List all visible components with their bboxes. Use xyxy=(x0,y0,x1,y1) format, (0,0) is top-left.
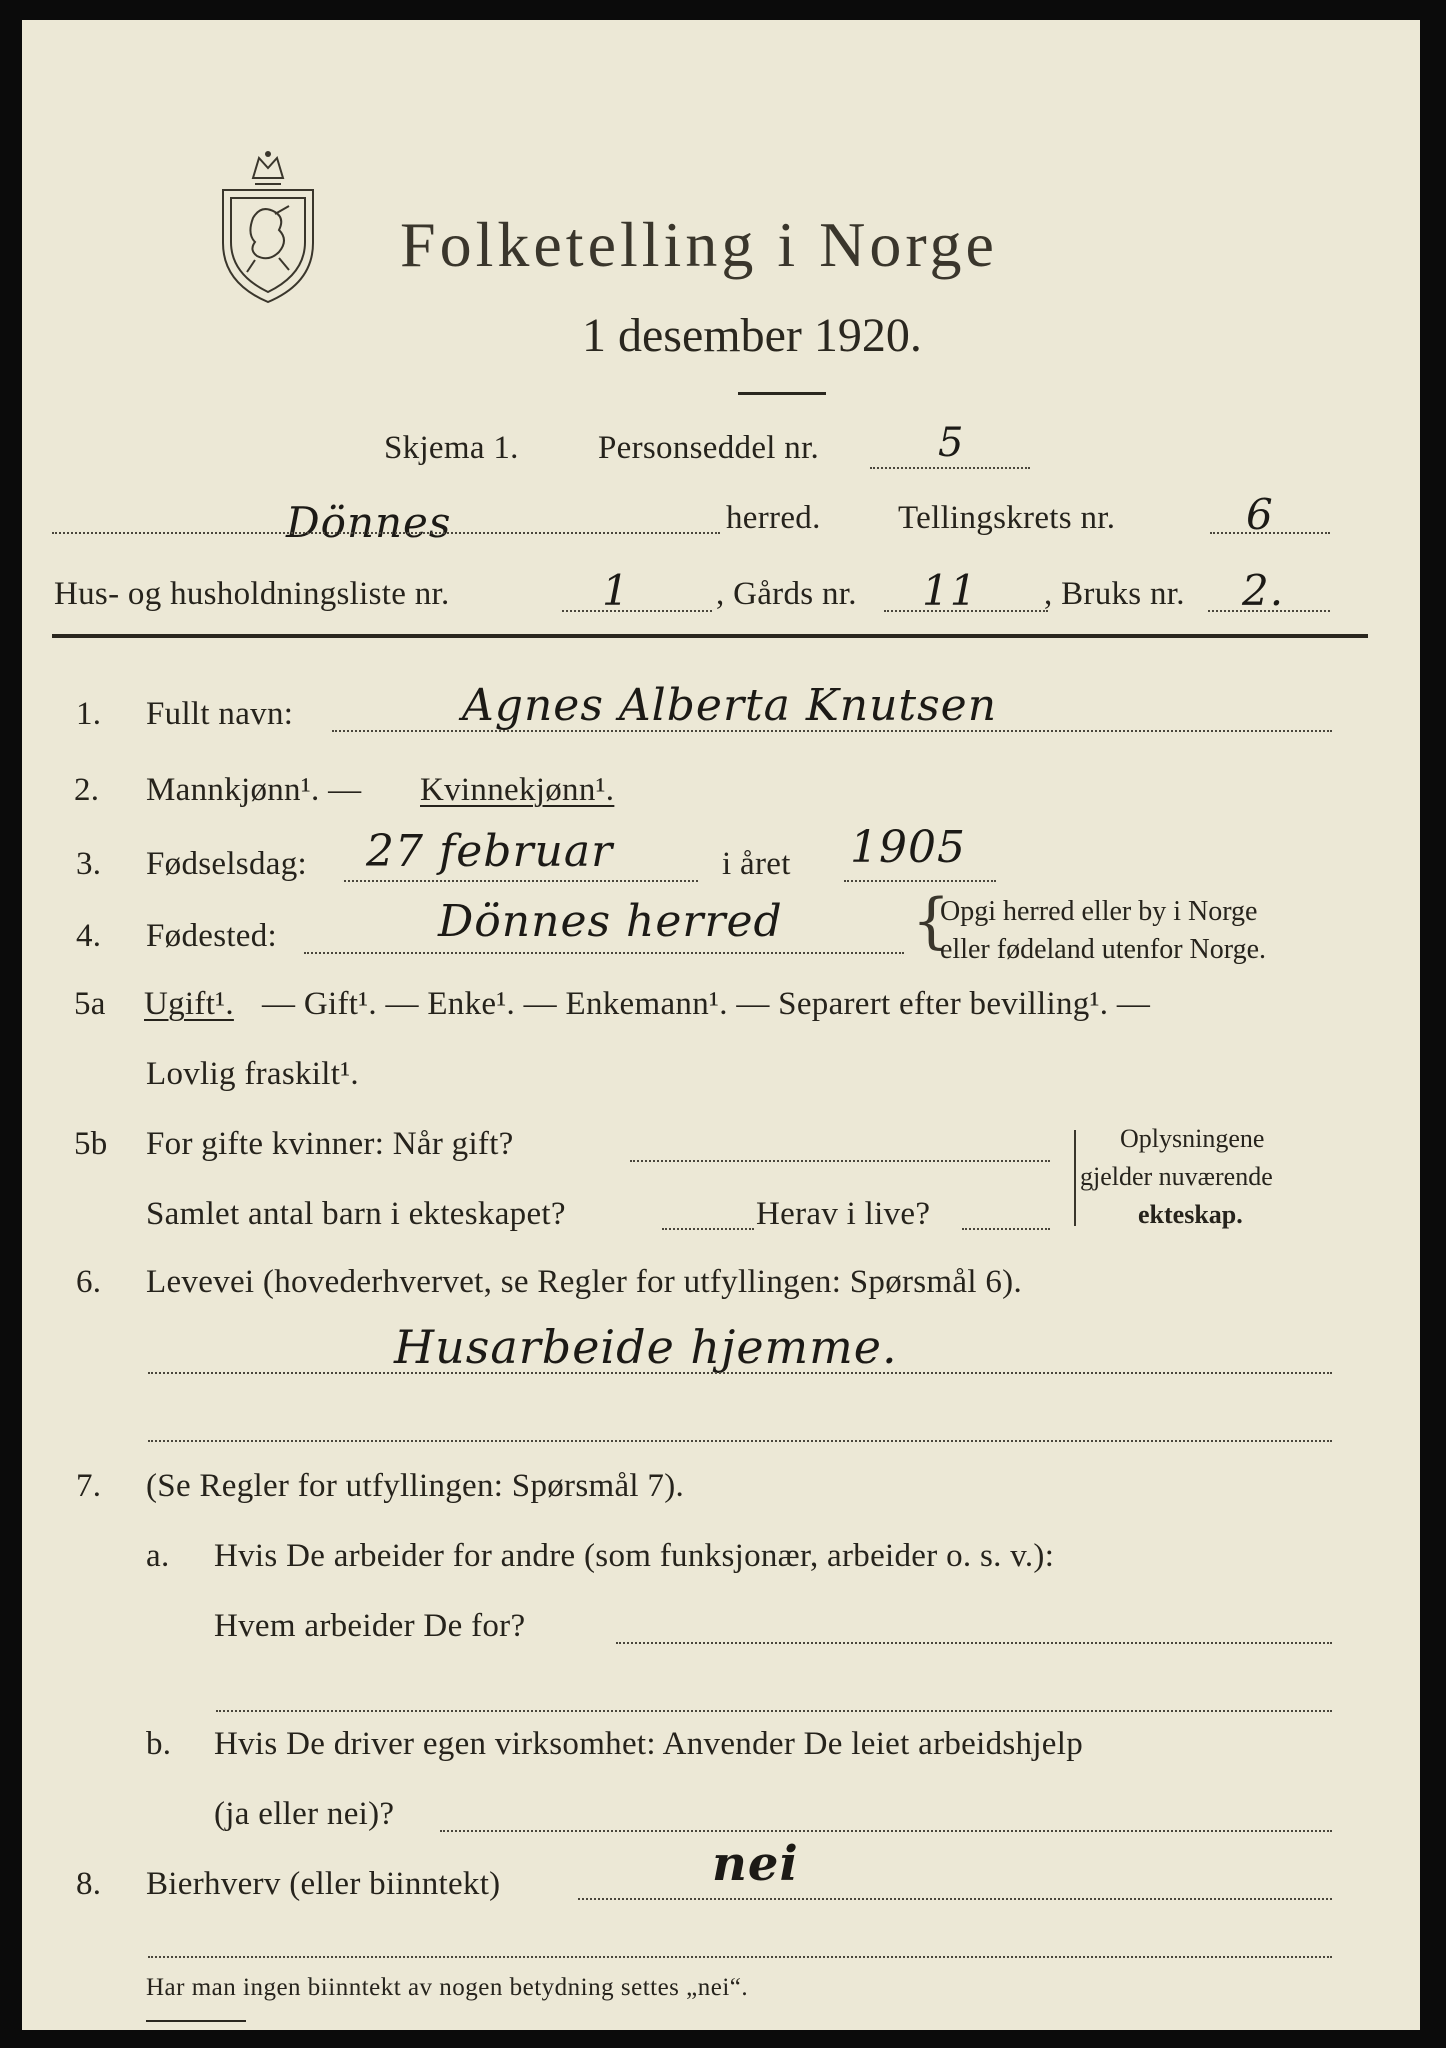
q7a-letter: a. xyxy=(146,1538,170,1574)
personseddel-line xyxy=(870,467,1030,469)
male-option: Mannkjønn¹. — xyxy=(146,772,362,808)
title-divider xyxy=(738,392,826,395)
q6-number: 6. xyxy=(76,1264,102,1300)
year-label: i året xyxy=(722,846,791,882)
q7a-label: Hvis De arbeider for andre (som funksjonær, arbeider o. s. v.): xyxy=(214,1538,1055,1574)
year-line xyxy=(844,880,996,882)
employer-line xyxy=(616,1642,1332,1644)
q5b-note-3: ekteskap. xyxy=(1138,1200,1243,1229)
hired-help-line xyxy=(440,1830,1332,1832)
q5a-number: 5a xyxy=(74,986,106,1022)
q5b-note-1: Oplysningene xyxy=(1120,1124,1265,1153)
section-rule xyxy=(52,634,1368,638)
full-name-value: Agnes Alberta Knutsen xyxy=(462,680,998,731)
q4-label: Fødested: xyxy=(146,918,278,954)
q3-number: 3. xyxy=(76,846,102,882)
q5b-brace-line xyxy=(1074,1130,1076,1226)
tellingskrets-value: 6 xyxy=(1246,490,1274,539)
employer-line-2 xyxy=(216,1710,1332,1712)
form-date: 1 desember 1920. xyxy=(582,309,922,362)
occupation-line-2 xyxy=(148,1440,1332,1442)
divorced-option: Lovlig fraskilt¹. xyxy=(146,1056,359,1092)
herred-value: Dönnes xyxy=(286,498,452,547)
occupation-value: Husarbeide hjemme. xyxy=(394,1320,898,1374)
birthday-value: 27 februar xyxy=(366,826,614,877)
children-line xyxy=(662,1228,754,1230)
side-income-line xyxy=(578,1898,1332,1900)
q8-number: 8. xyxy=(76,1866,102,1902)
personseddel-label: Personseddel nr. xyxy=(598,430,820,466)
q5b-label-children: Samlet antal barn i ekteskapet? xyxy=(146,1196,566,1232)
q7b-letter: b. xyxy=(146,1726,172,1762)
q1-label: Fullt navn: xyxy=(146,696,294,732)
birth-year-value: 1905 xyxy=(850,822,966,873)
skjema-label: Skjema 1. xyxy=(384,430,519,466)
q4-number: 4. xyxy=(76,918,102,954)
birthplace-value: Dönnes herred xyxy=(438,896,783,947)
unmarried-option: Ugift¹. xyxy=(144,986,234,1022)
hus-value: 1 xyxy=(602,566,630,615)
form-title: Folketelling i Norge xyxy=(400,209,998,280)
q7-label: (Se Regler for utfyllingen: Spørsmål 7). xyxy=(146,1468,685,1504)
hus-line xyxy=(562,610,712,612)
census-form xyxy=(22,20,1420,2030)
q5b-note-2: gjelder nuværende xyxy=(1080,1162,1273,1191)
side-income-line-2 xyxy=(148,1956,1332,1958)
birthplace-line xyxy=(304,952,904,954)
q6-label: Levevei (hovederhvervet, se Regler for utfyllingen: Spørsmål 6). xyxy=(146,1264,1023,1300)
q5b-label-married: For gifte kvinner: Når gift? xyxy=(146,1126,514,1162)
married-date-line xyxy=(630,1160,1050,1162)
birthday-line xyxy=(344,880,698,882)
q4-note-1: Opgi herred eller by i Norge xyxy=(940,896,1258,927)
bruks-label: , Bruks nr. xyxy=(1044,576,1185,612)
bruks-value: 2. xyxy=(1242,566,1285,615)
q7b-label: Hvis De driver egen virksomhet: Anvender De leiet arbeidshjelp xyxy=(214,1726,1084,1762)
personseddel-value: 5 xyxy=(938,420,965,466)
q4-brace: { xyxy=(912,886,951,956)
footer-note: Har man ingen biinntekt av nogen betydning settes „nei“. xyxy=(146,1974,749,2001)
q2-number: 2. xyxy=(74,772,100,808)
female-option: Kvinnekjønn¹. xyxy=(420,772,615,808)
q5b-label-alive: Herav i live? xyxy=(756,1196,931,1232)
alive-line xyxy=(962,1228,1050,1230)
q3-label: Fødselsdag: xyxy=(146,846,307,882)
gards-label: , Gårds nr. xyxy=(716,576,857,612)
q8-label: Bierhverv (eller biinntekt) xyxy=(146,1866,501,1902)
herred-label: herred. xyxy=(726,500,821,536)
q4-note-2: eller fødeland utenfor Norge. xyxy=(940,934,1267,965)
footnote-rule xyxy=(146,2020,246,2022)
q1-number: 1. xyxy=(76,696,102,732)
q7-number: 7. xyxy=(76,1468,102,1504)
side-income-value: nei xyxy=(712,1836,799,1892)
occupation-line-1 xyxy=(148,1372,1332,1374)
gards-value: 11 xyxy=(922,566,978,615)
coat-of-arms-icon xyxy=(215,148,321,306)
marital-options: — Gift¹. — Enke¹. — Enkemann¹. — Separert efter bevilling¹. — xyxy=(262,986,1151,1022)
hus-label: Hus- og husholdningsliste nr. xyxy=(54,576,450,612)
q5b-number: 5b xyxy=(74,1126,108,1162)
herred-line xyxy=(52,532,720,534)
q7a-label-2: Hvem arbeider De for? xyxy=(214,1608,526,1644)
q7b-label-2: (ja eller nei)? xyxy=(214,1796,395,1832)
tellingskrets-label: Tellingskrets nr. xyxy=(898,500,1116,536)
